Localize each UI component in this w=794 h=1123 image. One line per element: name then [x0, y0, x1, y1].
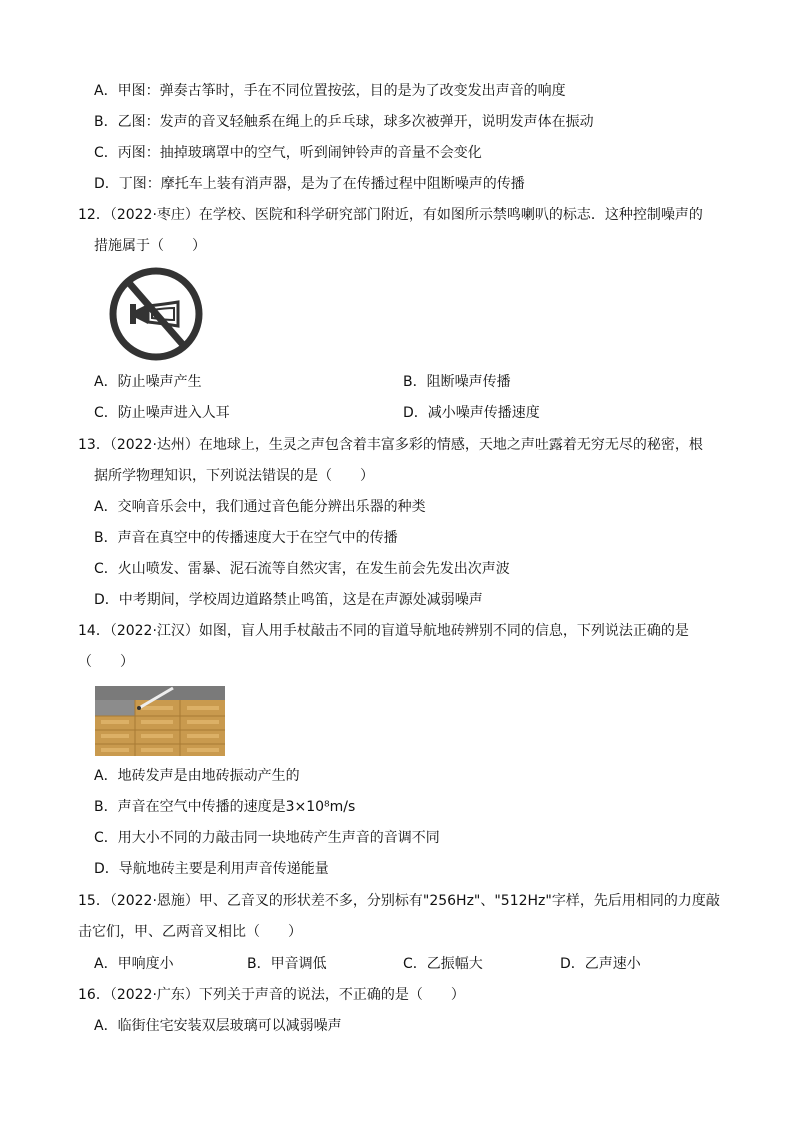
q11-option-b: B．乙图：发声的音叉轻触系在绳上的乒乓球，球多次被弹开，说明发声体在振动	[94, 114, 594, 130]
q14-option-d: D．导航地砖主要是利用声音传递能量	[94, 861, 329, 877]
tactile-paving-photo	[95, 686, 225, 756]
q15-option-c: C．乙振幅大	[403, 956, 483, 972]
q15-stem-cont: 击它们，甲、乙两音叉相比（ ）	[78, 924, 302, 940]
q12-option-a: A．防止噪声产生	[94, 374, 202, 390]
q11-option-a: A．甲图：弹奏古筝时，手在不同位置按弦，目的是为了改变发出声音的响度	[94, 83, 566, 99]
q15-option-b: B．甲音调低	[247, 956, 327, 972]
q12-stem: 12．（2022·枣庄）在学校、医院和科学研究部门附近，有如图所示禁鸣喇叭的标志．这种控制噪声的	[78, 207, 703, 223]
q12-option-c: C．防止噪声进入人耳	[94, 405, 230, 421]
q13-stem: 13．（2022·达州）在地球上，生灵之声包含着丰富多彩的情感，天地之声吐露着无穷无尽的秘密，根	[78, 437, 703, 453]
q15-option-d: D．乙声速小	[560, 956, 641, 972]
no-horn-sign-icon	[108, 266, 204, 362]
q14-option-b: B．声音在空气中传播的速度是3×10⁸m/s	[94, 799, 356, 815]
q15-stem: 15．（2022·恩施）甲、乙音叉的形状差不多，分别标有"256Hz"、"512Hz"字样，先后用相同的力度敲	[78, 893, 720, 909]
q12-option-d: D．减小噪声传播速度	[403, 405, 540, 421]
q14-option-c: C．用大小不同的力敲击同一块地砖产生声音的音调不同	[94, 830, 440, 846]
q14-stem: 14．（2022·江汉）如图，盲人用手杖敲击不同的盲道导航地砖辨别不同的信息，下列说法正确的是	[78, 623, 689, 639]
q11-option-c: C．丙图：抽掉玻璃罩中的空气，听到闹钟铃声的音量不会变化	[94, 145, 482, 161]
q12-stem-cont: 措施属于（ ）	[94, 238, 206, 254]
q14-option-a: A．地砖发声是由地砖振动产生的	[94, 768, 300, 784]
q14-stem-cont: （ ）	[78, 654, 134, 670]
q16-option-a: A．临街住宅安装双层玻璃可以减弱噪声	[94, 1018, 342, 1034]
q16-stem: 16．（2022·广东）下列关于声音的说法，不正确的是（ ）	[78, 987, 465, 1003]
q13-option-c: C．火山喷发、雷暴、泥石流等自然灾害，在发生前会先发出次声波	[94, 561, 510, 577]
q13-option-d: D．中考期间，学校周边道路禁止鸣笛，这是在声源处减弱噪声	[94, 592, 483, 608]
q15-option-a: A．甲响度小	[94, 956, 174, 972]
q13-stem-cont: 据所学物理知识，下列说法错误的是（ ）	[94, 468, 374, 484]
q12-option-b: B．阻断噪声传播	[403, 374, 511, 390]
q13-option-a: A．交响音乐会中，我们通过音色能分辨出乐器的种类	[94, 499, 426, 515]
q13-option-b: B．声音在真空中的传播速度大于在空气中的传播	[94, 530, 398, 546]
q11-option-d: D．丁图：摩托车上装有消声器，是为了在传播过程中阻断噪声的传播	[94, 176, 525, 192]
